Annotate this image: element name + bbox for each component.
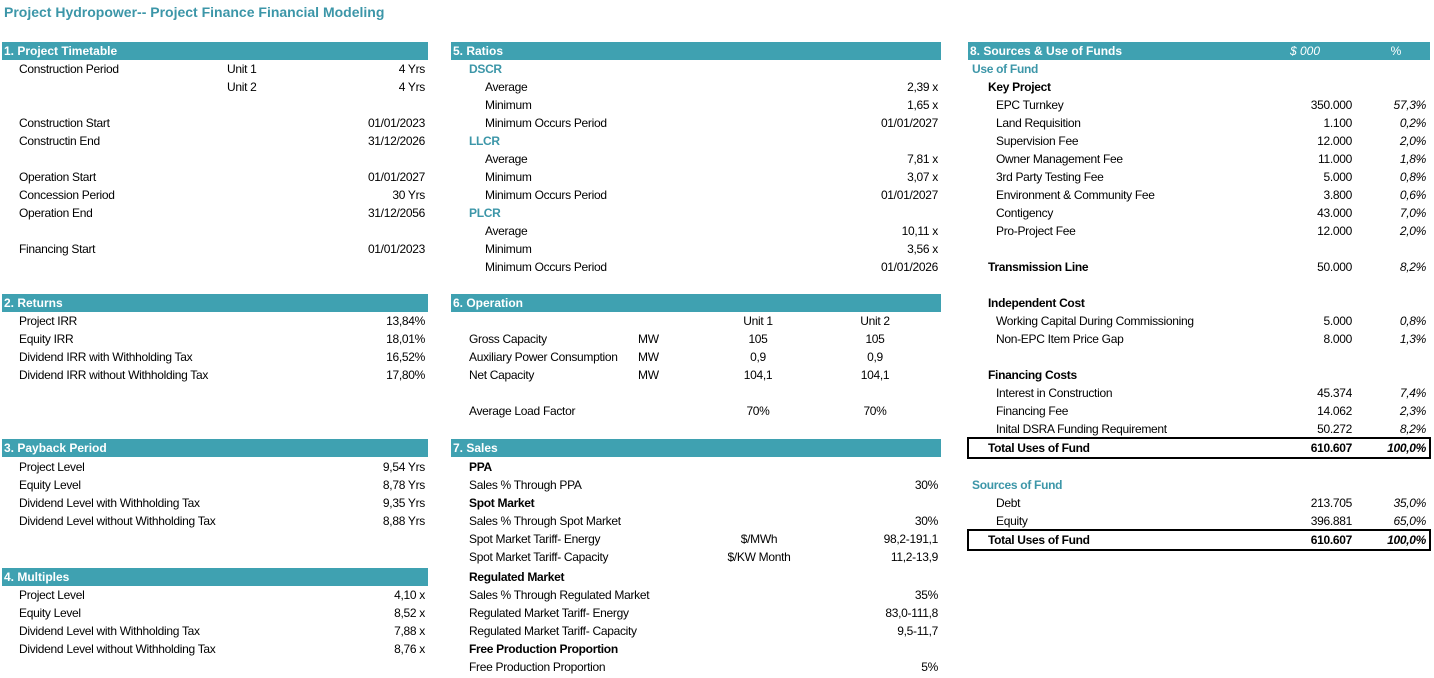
transmission-line-label: Transmission Line	[988, 260, 1089, 274]
sources-row-label: Debt	[996, 496, 1021, 510]
plcr-title: PLCR	[469, 206, 501, 220]
free-production-title: Free Production Proportion	[469, 642, 618, 656]
operation-row-unit: MW	[638, 332, 659, 346]
section-header-multiples	[2, 568, 428, 586]
multiples-row-value: 4,10 x	[394, 588, 425, 602]
construction-end-value: 31/12/2026	[367, 134, 425, 148]
dscr-period-label: Minimum Occurs Period	[485, 116, 607, 130]
key-project-row-pct: 57,3%	[1393, 98, 1426, 112]
key-project-row-label: Contigency	[996, 206, 1054, 220]
operation-col-unit1: Unit 1	[743, 314, 773, 328]
financing-row-label: Interest in Construction	[996, 386, 1113, 400]
multiples-row-value: 8,76 x	[394, 642, 425, 656]
section-header-ratios	[451, 42, 941, 60]
key-project-row-label: Supervision Fee	[996, 134, 1079, 148]
payback-row-label: Dividend Level with Withholding Tax	[19, 496, 200, 510]
section-header-label: 8. Sources & Use of Funds	[970, 44, 1123, 58]
payback-row-label: Equity Level	[19, 478, 81, 492]
construction-end-label: Constructin End	[19, 134, 100, 148]
page-title: Project Hydropower-- Project Finance Financial Modeling	[4, 4, 385, 20]
construction-period-label: Construction Period	[19, 62, 119, 76]
section-header-sources-uses	[968, 42, 1430, 60]
transmission-line-amount: 50.000	[1317, 260, 1352, 274]
returns-row-label: Equity IRR	[19, 332, 74, 346]
construction-start-value: 01/01/2023	[367, 116, 425, 130]
operation-row-unit2: 0,9	[867, 350, 883, 364]
total-sources-amount: 610.607	[1310, 533, 1352, 547]
key-project-row-label: Environment & Community Fee	[996, 188, 1155, 202]
regulated-energy-label: Regulated Market Tariff- Energy	[469, 606, 629, 620]
financing-row-pct: 8,2%	[1399, 422, 1426, 436]
key-project-row-pct: 0,2%	[1399, 116, 1426, 130]
returns-row-value: 18,01%	[386, 332, 425, 346]
multiples-row-value: 8,52 x	[394, 606, 425, 620]
section-header-operation	[451, 294, 941, 312]
total-uses-amount: 610.607	[1310, 441, 1352, 455]
llcr-average-label: Average	[485, 152, 528, 166]
dscr-minimum-value: 1,65 x	[907, 98, 938, 112]
financing-row-pct: 7,4%	[1399, 386, 1426, 400]
section-header-timetable	[2, 42, 428, 60]
total-sources-label: Total Uses of Fund	[988, 533, 1090, 547]
independent-row-label: Non-EPC Item Price Gap	[996, 332, 1124, 346]
sources-row-amount: 213.705	[1310, 496, 1352, 510]
plcr-average-value: 10,11 x	[901, 224, 938, 238]
sources-row-amount: 396.881	[1310, 514, 1352, 528]
section-header-label: 6. Operation	[453, 296, 524, 310]
key-project-row-label: 3rd Party Testing Fee	[996, 170, 1104, 184]
ppa-title: PPA	[469, 460, 492, 474]
key-project-row-pct: 2,0%	[1399, 224, 1426, 238]
section-header-label: 2. Returns	[4, 296, 63, 310]
unit1-value: 4 Yrs	[398, 62, 425, 76]
operation-row-unit: MW	[638, 368, 659, 382]
financing-start-value: 01/01/2023	[367, 242, 425, 256]
financing-start-label: Financing Start	[19, 242, 96, 256]
multiples-row-label: Project Level	[19, 588, 85, 602]
key-project-row-amount: 11.000	[1317, 152, 1352, 166]
payback-row-value: 9,35 Yrs	[382, 496, 425, 510]
independent-row-amount: 8.000	[1323, 332, 1352, 346]
total-sources-pct: 100,0%	[1387, 533, 1426, 547]
unit2-value: 4 Yrs	[398, 80, 425, 94]
multiples-row-value: 7,88 x	[394, 624, 425, 638]
key-project-row-amount: 350.000	[1310, 98, 1352, 112]
dscr-minimum-label: Minimum	[485, 98, 532, 112]
multiples-row-label: Dividend Level without Withholding Tax	[19, 642, 216, 656]
spot-sales-label: Sales % Through Spot Market	[469, 514, 621, 528]
key-project-row-label: Land Requisition	[996, 116, 1081, 130]
payback-row-value: 9,54 Yrs	[382, 460, 425, 474]
independent-row-pct: 0,8%	[1399, 314, 1426, 328]
llcr-period-label: Minimum Occurs Period	[485, 188, 607, 202]
operation-row-label: Net Capacity	[469, 368, 535, 382]
key-project-title: Key Project	[988, 80, 1051, 94]
operation-start-value: 01/01/2027	[367, 170, 425, 184]
dscr-average-value: 2,39 x	[907, 80, 938, 94]
use-of-fund-title: Use of Fund	[972, 62, 1039, 76]
key-project-row-pct: 1,8%	[1399, 152, 1426, 166]
financing-row-pct: 2,3%	[1399, 404, 1426, 418]
returns-row-label: Dividend IRR with Withholding Tax	[19, 350, 193, 364]
key-project-row-pct: 0,6%	[1399, 188, 1426, 202]
multiples-row-label: Dividend Level with Withholding Tax	[19, 624, 200, 638]
sources-row-label: Equity	[996, 514, 1028, 528]
independent-row-amount: 5.000	[1323, 314, 1352, 328]
independent-row-label: Working Capital During Commissioning	[996, 314, 1194, 328]
concession-period-label: Concession Period	[19, 188, 115, 202]
returns-row-value: 13,84%	[386, 314, 425, 328]
key-project-row-pct: 2,0%	[1399, 134, 1426, 148]
load-factor-unit1: 70%	[746, 404, 770, 418]
operation-start-label: Operation Start	[19, 170, 96, 184]
financing-row-amount: 50.272	[1317, 422, 1352, 436]
plcr-minimum-value: 3,56 x	[907, 242, 938, 256]
independent-cost-title: Independent Cost	[988, 296, 1085, 310]
returns-row-label: Dividend IRR without Withholding Tax	[19, 368, 209, 382]
operation-row-unit1: 105	[748, 332, 768, 346]
free-production-value: 5%	[921, 660, 938, 674]
returns-row-label: Project IRR	[19, 314, 78, 328]
plcr-period-value: 01/01/2026	[880, 260, 938, 274]
llcr-title: LLCR	[469, 134, 500, 148]
operation-col-unit2: Unit 2	[860, 314, 890, 328]
payback-row-value: 8,78 Yrs	[382, 478, 425, 492]
key-project-row-amount: 5.000	[1323, 170, 1352, 184]
llcr-period-value: 01/01/2027	[880, 188, 938, 202]
key-project-row-amount: 1.100	[1323, 116, 1352, 130]
sources-of-fund-title: Sources of Fund	[972, 478, 1063, 492]
key-project-row-pct: 7,0%	[1399, 206, 1426, 220]
section-header-label: 7. Sales	[453, 441, 498, 455]
spot-market-title: Spot Market	[469, 496, 535, 510]
key-project-row-amount: 12.000	[1317, 134, 1352, 148]
dscr-average-label: Average	[485, 80, 528, 94]
financing-row-amount: 14.062	[1317, 404, 1352, 418]
amount-column-header: $ 000	[1289, 44, 1321, 58]
operation-row-unit2: 104,1	[860, 368, 890, 382]
operation-end-label: Operation End	[19, 206, 93, 220]
llcr-minimum-label: Minimum	[485, 170, 532, 184]
sources-row-pct: 35,0%	[1393, 496, 1426, 510]
key-project-row-amount: 3.800	[1323, 188, 1352, 202]
percent-column-header: %	[1390, 44, 1402, 58]
total-uses-pct: 100,0%	[1387, 441, 1426, 455]
unit1-label: Unit 1	[227, 62, 257, 76]
regulated-energy-value: 83,0-111,8	[885, 606, 938, 620]
total-uses-label: Total Uses of Fund	[988, 441, 1090, 455]
operation-row-unit1: 104,1	[743, 368, 773, 382]
financing-row-label: Financing Fee	[996, 404, 1069, 418]
free-production-label: Free Production Proportion	[469, 660, 606, 674]
key-project-row-amount: 43.000	[1317, 206, 1352, 220]
section-header-payback	[2, 439, 428, 457]
construction-start-label: Construction Start	[19, 116, 110, 130]
section-header-label: 1. Project Timetable	[4, 44, 118, 58]
section-header-label: 4. Multiples	[4, 570, 70, 584]
load-factor-label: Average Load Factor	[469, 404, 576, 418]
regulated-market-title: Regulated Market	[469, 570, 565, 584]
payback-row-label: Project Level	[19, 460, 85, 474]
llcr-minimum-value: 3,07 x	[907, 170, 938, 184]
multiples-row-label: Equity Level	[19, 606, 81, 620]
spot-capacity-value: 11,2-13,9	[890, 550, 938, 564]
key-project-row-amount: 12.000	[1317, 224, 1352, 238]
spot-energy-unit: $/MWh	[740, 532, 778, 546]
operation-end-value: 31/12/2056	[367, 206, 425, 220]
section-header-returns	[2, 294, 428, 312]
regulated-sales-value: 35%	[914, 588, 938, 602]
operation-row-unit1: 0,9	[750, 350, 766, 364]
key-project-row-label: Pro-Project Fee	[996, 224, 1076, 238]
load-factor-unit2: 70%	[863, 404, 887, 418]
unit2-label: Unit 2	[227, 80, 257, 94]
operation-row-unit2: 105	[865, 332, 885, 346]
key-project-row-pct: 0,8%	[1399, 170, 1426, 184]
independent-row-pct: 1,3%	[1399, 332, 1426, 346]
operation-row-label: Auxiliary Power Consumption	[469, 350, 618, 364]
llcr-average-value: 7,81 x	[907, 152, 938, 166]
financing-costs-title: Financing Costs	[988, 368, 1077, 382]
section-header-sales	[451, 439, 941, 457]
operation-row-label: Gross Capacity	[469, 332, 547, 346]
transmission-line-pct: 8,2%	[1399, 260, 1426, 274]
spot-capacity-label: Spot Market Tariff- Capacity	[469, 550, 609, 564]
key-project-row-label: Owner Management Fee	[996, 152, 1123, 166]
payback-row-label: Dividend Level without Withholding Tax	[19, 514, 216, 528]
concession-period-value: 30 Yrs	[392, 188, 425, 202]
plcr-average-label: Average	[485, 224, 528, 238]
spot-capacity-unit: $/KW Month	[727, 550, 791, 564]
operation-row-unit: MW	[638, 350, 659, 364]
financing-row-amount: 45.374	[1317, 386, 1352, 400]
returns-row-value: 17,80%	[386, 368, 425, 382]
section-header-label: 5. Ratios	[453, 44, 504, 58]
dscr-title: DSCR	[469, 62, 502, 76]
spot-energy-value: 98,2-191,1	[883, 532, 938, 546]
plcr-minimum-label: Minimum	[485, 242, 532, 256]
section-header-label: 3. Payback Period	[4, 441, 107, 455]
ppa-label: Sales % Through PPA	[469, 478, 582, 492]
ppa-value: 30%	[914, 478, 938, 492]
key-project-row-label: EPC Turnkey	[996, 98, 1064, 112]
payback-row-value: 8,88 Yrs	[382, 514, 425, 528]
sources-row-pct: 65,0%	[1393, 514, 1426, 528]
plcr-period-label: Minimum Occurs Period	[485, 260, 607, 274]
regulated-sales-label: Sales % Through Regulated Market	[469, 588, 650, 602]
spot-energy-label: Spot Market Tariff- Energy	[469, 532, 601, 546]
financing-row-label: Inital DSRA Funding Requirement	[996, 422, 1167, 436]
spot-sales-value: 30%	[914, 514, 938, 528]
regulated-capacity-label: Regulated Market Tariff- Capacity	[469, 624, 637, 638]
returns-row-value: 16,52%	[386, 350, 425, 364]
regulated-capacity-value: 9,5-11,7	[897, 624, 938, 638]
dscr-period-value: 01/01/2027	[880, 116, 938, 130]
